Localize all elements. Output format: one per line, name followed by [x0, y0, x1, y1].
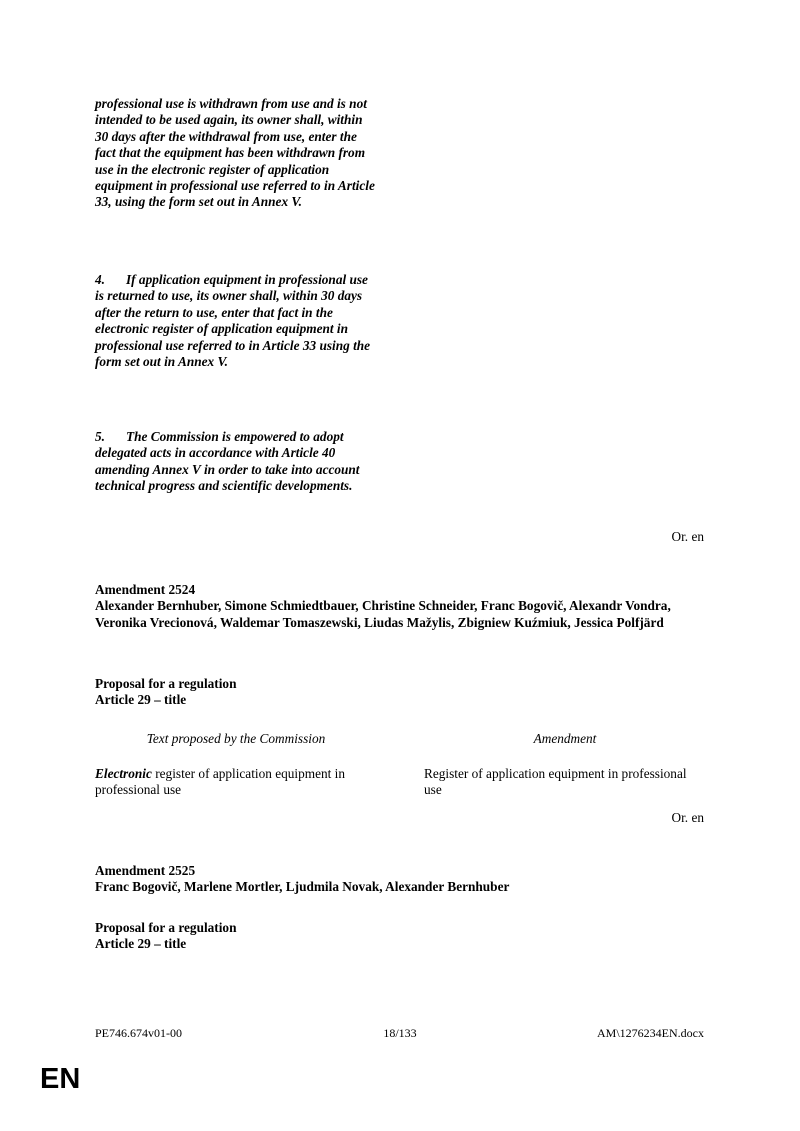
amendment-2524-header [95, 582, 715, 631]
paragraph-5-number: 5. [95, 429, 105, 444]
commission-text: register of application equipment in professional use [95, 766, 346, 798]
original-language-1: Or. en [671, 529, 704, 544]
paragraph-4-text: If application equipment in professional use is returned to use, its owner shall, within 30 days after the return to use, enter that fact in the electronic register of application equipment in professional use referred to in Article 33 using the form set out in Annex V. [95, 272, 371, 370]
amendment-2524-authors: Alexander Bernhuber, Simone Schmiedtbauer, Christine Schneider, Franc Bogovič, Alexandr Vondra, Veronika Vrecionová, Waldemar Tomaszewski, Liudas Mažylis, Zbigniew Kuźmiuk, Jessica Polfjärd [95, 598, 671, 630]
amendment-2524-proposal: Proposal for a regulation [95, 676, 237, 691]
amendment-text-cell: Register of application equipment in professional use [424, 766, 687, 798]
paragraph-4 [95, 272, 375, 370]
amendment-2524-title: Amendment 2524 [95, 582, 196, 597]
amendment-2525-article: Article 29 – title [95, 936, 187, 952]
column-header-amendment: Amendment [533, 731, 597, 746]
amendment-2525-authors: Franc Bogovič, Marlene Mortler, Ljudmila Novak, Alexander Bernhuber [95, 879, 510, 895]
amendment-2524-article: Article 29 – title [95, 692, 187, 708]
amendment-2525-reference [95, 920, 715, 953]
amendment-2524-reference [95, 676, 715, 709]
paragraph-4-number: 4. [95, 272, 105, 287]
column-header-commission: Text proposed by the Commission [146, 731, 326, 746]
amendment-2525-title: Amendment 2525 [95, 863, 196, 878]
amendment-2525-proposal: Proposal for a regulation [95, 920, 237, 935]
paragraph-5 [95, 429, 375, 495]
footer-reference: PE746.674v01-00 [95, 1026, 182, 1040]
amendment-2525-header [95, 863, 715, 896]
paragraph-5-text: The Commission is empowered to adopt delegated acts in accordance with Article 40 amending Annex V in order to take into account technical progress and scientific developments. [95, 429, 360, 494]
paragraph-3-tail: professional use is withdrawn from use and is not intended to be used again, its owner shall, within 30 days after the withdrawal from use, enter the fact that the equipment has been withdrawn from use in the electronic register of application equipment in professional use referred to in Article 33, using the form set out in Annex V. [95, 96, 375, 210]
language-tag: EN [40, 1063, 81, 1095]
commission-text-emphasis: Electronic [95, 766, 152, 781]
footer-file-name: AM\1276234EN.docx [597, 1026, 704, 1040]
commission-text-cell [95, 766, 360, 799]
original-language-2: Or. en [671, 810, 704, 825]
footer-page-number: 18/133 [383, 1026, 417, 1040]
